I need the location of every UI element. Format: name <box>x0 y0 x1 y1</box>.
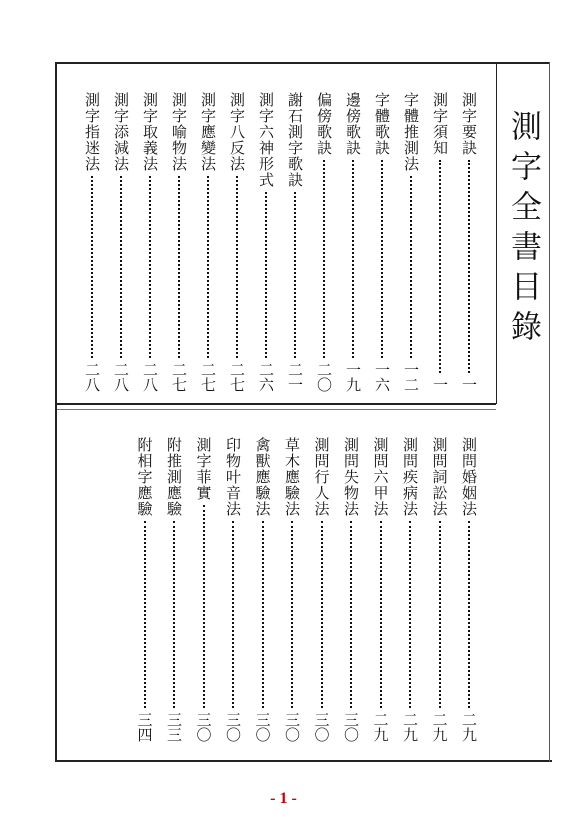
dot-leader <box>265 192 267 358</box>
toc-entry-label: 謝石測字歌訣 <box>286 92 304 188</box>
title-divider <box>496 64 497 404</box>
dot-leader <box>439 160 441 373</box>
toc-entry-label: 測字喻物法 <box>170 92 188 172</box>
toc-entry-label: 測字六神形式 <box>257 92 275 188</box>
toc-entry-label: 邊傍歌訣 <box>344 92 362 156</box>
dot-leader <box>321 521 323 708</box>
toc-entry <box>110 92 132 392</box>
toc-entry <box>163 437 185 742</box>
dot-leader <box>232 521 234 708</box>
toc-entry <box>168 92 190 392</box>
toc-entry-page: 一二 <box>402 362 420 392</box>
dot-leader <box>381 160 383 358</box>
toc-entry-label: 測問失物法 <box>342 437 360 517</box>
dot-leader <box>178 176 180 358</box>
toc-entry-page: 二七 <box>170 362 188 392</box>
dot-leader <box>323 160 325 358</box>
dot-leader <box>236 176 238 358</box>
toc-entry-label: 測問婚姻法 <box>460 437 478 517</box>
toc-entry-label: 測問六甲法 <box>371 437 390 517</box>
toc-entry <box>342 92 364 392</box>
toc-entry <box>399 437 421 742</box>
toc-entry <box>371 92 393 392</box>
toc-entry-page: 二〇 <box>315 362 333 392</box>
frame-left-border <box>55 62 57 762</box>
toc-entry-label: 附相字應驗 <box>135 437 154 517</box>
toc-entry-label: 測字添減法 <box>112 92 130 172</box>
dot-leader <box>352 160 354 358</box>
dot-leader <box>207 176 209 358</box>
toc-entry-label: 附推測應驗 <box>165 437 183 517</box>
toc-entry-label: 測字須知 <box>431 92 449 156</box>
toc-entry <box>226 92 248 392</box>
toc-entry-label: 禽獸應驗法 <box>253 437 272 517</box>
toc-entry-page: 二六 <box>257 362 275 392</box>
toc-entry-page: 三〇 <box>194 712 213 742</box>
dot-leader <box>291 521 293 708</box>
dot-leader <box>203 505 205 708</box>
dot-leader <box>468 521 470 708</box>
toc-entry-label: 測問詞訟法 <box>430 437 449 517</box>
toc-entry-page: 二一 <box>286 362 304 392</box>
dot-leader <box>294 192 296 358</box>
toc-entry-label: 測字應變法 <box>199 92 217 172</box>
toc-entry-page: 二八 <box>141 362 159 392</box>
page-number: - 1 - <box>270 790 297 807</box>
toc-entry <box>255 92 277 392</box>
toc-title: 測字全書目錄 <box>505 110 541 350</box>
toc-entry <box>313 92 335 392</box>
toc-entry <box>281 437 303 742</box>
toc-entry <box>458 92 480 392</box>
toc-entry-label: 偏傍歌訣 <box>315 92 333 156</box>
toc-entry-label: 測問行人法 <box>312 437 331 517</box>
toc-entry <box>197 92 219 392</box>
toc-entry-label: 字體歌訣 <box>373 92 391 156</box>
dot-leader <box>91 176 93 358</box>
toc-entry-page: 三〇 <box>253 712 272 742</box>
dot-leader <box>173 521 175 708</box>
toc-entry <box>252 437 274 742</box>
dot-leader <box>262 521 264 708</box>
toc-entry-page: 三〇 <box>342 712 360 742</box>
toc-entry-page: 二七 <box>199 362 217 392</box>
toc-entry-page: 三四 <box>135 712 154 742</box>
frame-right-border <box>549 62 550 762</box>
toc-entry-label: 印物叶音法 <box>224 437 242 517</box>
toc-entry-label: 測字八反法 <box>228 92 246 172</box>
toc-entry <box>311 437 333 742</box>
toc-entry-page: 三〇 <box>312 712 331 742</box>
toc-entry-page: 一 <box>431 377 449 392</box>
toc-entry <box>134 437 156 742</box>
dot-leader <box>149 176 151 358</box>
toc-entry <box>370 437 392 742</box>
toc-entry <box>340 437 362 742</box>
dot-leader <box>468 160 470 373</box>
dot-leader <box>410 176 412 358</box>
toc-entry-page: 三三 <box>165 712 183 742</box>
dot-leader <box>439 521 441 708</box>
toc-entry <box>458 437 480 742</box>
toc-entry-page: 三〇 <box>224 712 242 742</box>
toc-entry-label: 測字要訣 <box>460 92 478 156</box>
section-divider-thin <box>57 409 496 410</box>
toc-entry-page: 三〇 <box>283 712 301 742</box>
toc-entry-page: 二九 <box>371 712 390 742</box>
toc-entry <box>429 92 451 392</box>
toc-entry-page: 二七 <box>228 362 246 392</box>
toc-entry <box>400 92 422 392</box>
toc-entry-page: 二八 <box>112 362 130 392</box>
toc-entry-label: 草木應驗法 <box>283 437 301 517</box>
toc-entry-label: 測字取義法 <box>141 92 159 172</box>
frame-bottom-border <box>55 760 552 762</box>
toc-entry-page: 一 <box>460 377 478 392</box>
toc-entry-page: 二九 <box>430 712 449 742</box>
section-divider <box>57 403 496 405</box>
dot-leader <box>409 521 411 708</box>
toc-entry-page: 一九 <box>344 362 362 392</box>
toc-entry-page: 二九 <box>401 712 419 742</box>
dot-leader <box>380 521 382 708</box>
dot-leader <box>350 521 352 708</box>
toc-entry-page: 二八 <box>83 362 101 392</box>
toc-entry-label: 字體推測法 <box>402 92 420 172</box>
toc-entry-label: 測字菲實 <box>194 437 213 501</box>
toc-entry <box>193 437 215 742</box>
toc-entry-page: 一六 <box>373 362 391 392</box>
toc-entry <box>81 92 103 392</box>
toc-entry-label: 測問疾病法 <box>401 437 419 517</box>
toc-entry <box>139 92 161 392</box>
toc-entry <box>429 437 451 742</box>
frame-top-border <box>55 62 550 64</box>
dot-leader <box>144 521 146 708</box>
toc-entry-page: 二九 <box>460 712 478 742</box>
toc-entry-label: 測字指迷法 <box>83 92 101 172</box>
dot-leader <box>120 176 122 358</box>
toc-entry <box>222 437 244 742</box>
toc-entry <box>284 92 306 392</box>
